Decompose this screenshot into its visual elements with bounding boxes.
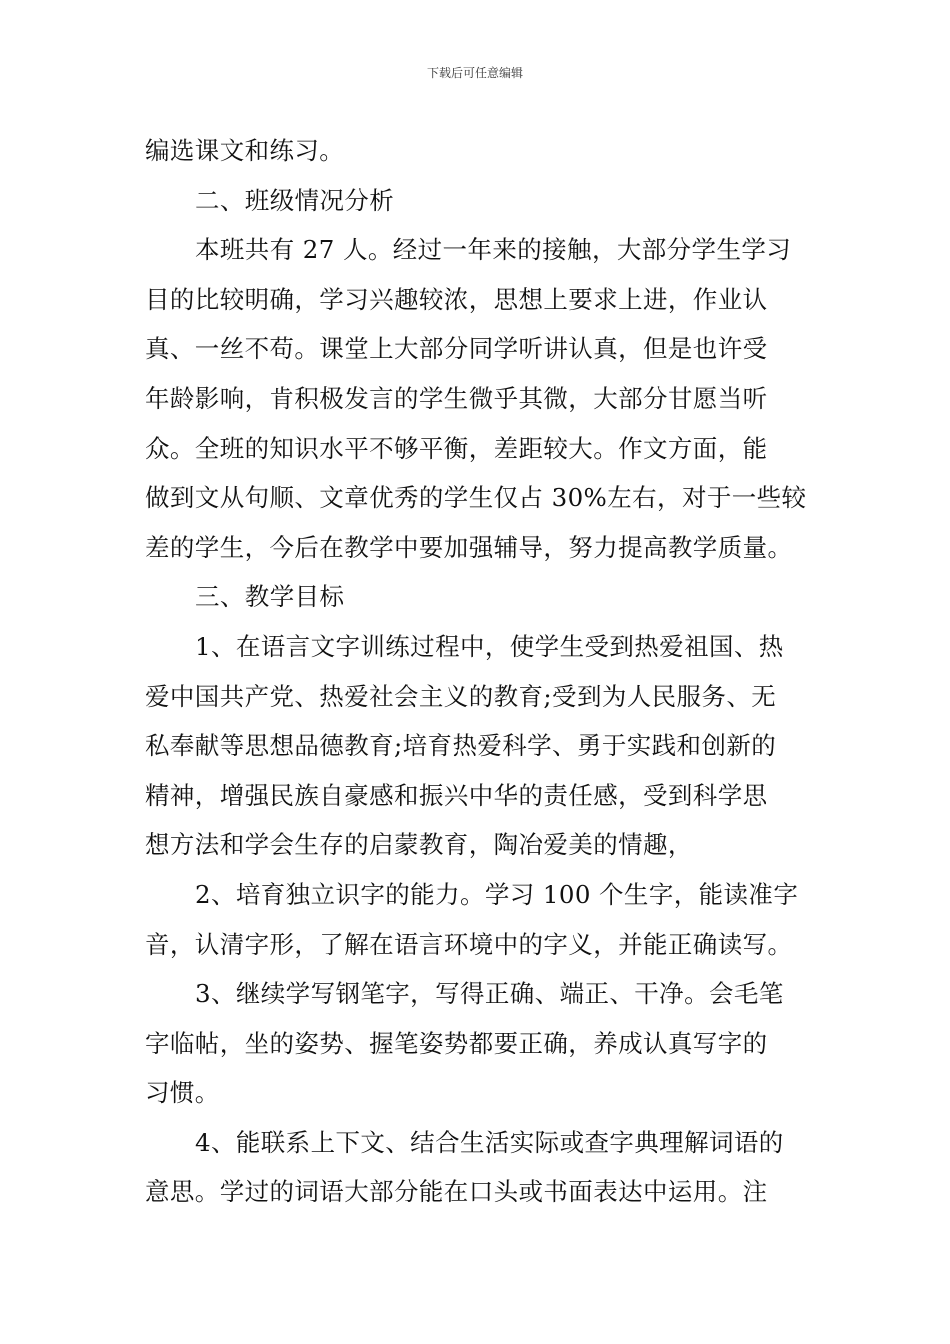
paragraph-line: 做到文从句顺、文章优秀的学生仅占 30%左右，对于一些较 <box>145 483 807 513</box>
paragraph-line: 音，认清字形，了解在语言环境中的字义，并能正确读写。 <box>145 929 793 959</box>
paragraph-line: 编选课文和练习。 <box>145 136 345 165</box>
section-heading: 二、班级情况分析 <box>195 185 395 215</box>
page-header: 下载后可任意编辑 <box>426 66 523 80</box>
paragraph-line: 差的学生，今后在教学中要加强辅导，努力提高教学质量。 <box>145 532 793 562</box>
paragraph-line: 目的比较明确，学习兴趣较浓，思想上要求上进，作业认 <box>145 284 768 314</box>
paragraph-line: 字临帖，坐的姿势、握笔姿势都要正确，养成认真写字的 <box>145 1028 768 1058</box>
paragraph-line: 私奉献等思想品德教育;培育热爱科学、勇于实践和创新的 <box>145 731 777 761</box>
paragraph-line: 3、继续学写钢笔字，写得正确、端正、干净。会毛笔 <box>195 979 784 1009</box>
section-heading: 三、教学目标 <box>195 582 345 612</box>
paragraph-line: 2、培育独立识字的能力。学习 100 个生字，能读准字 <box>195 879 799 909</box>
paragraph-line: 年龄影响，肯积极发言的学生微乎其微，大部分甘愿当听 <box>145 383 768 413</box>
paragraph-line: 意思。学过的词语大部分能在口头或书面表达中运用。注 <box>145 1177 768 1207</box>
paragraph-line: 真、一丝不苟。课堂上大部分同学听讲认真，但是也许受 <box>145 334 768 364</box>
paragraph-line: 本班共有 27 人。经过一年来的接触，大部分学生学习 <box>195 235 792 265</box>
paragraph-line: 精神，增强民族自豪感和振兴中华的责任感，受到科学思 <box>145 780 768 810</box>
paragraph-line: 4、能联系上下文、结合生活实际或查字典理解词语的 <box>195 1127 784 1157</box>
paragraph-line: 1、在语言文字训练过程中，使学生受到热爱祖国、热 <box>195 631 784 661</box>
paragraph-line: 众。全班的知识水平不够平衡，差距较大。作文方面，能 <box>145 433 768 463</box>
paragraph-line: 想方法和学会生存的启蒙教育，陶冶爱美的情趣， <box>145 830 693 860</box>
paragraph-line: 习惯。 <box>145 1078 220 1108</box>
document-body <box>145 126 805 1217</box>
paragraph-line: 爱中国共产党、热爱社会主义的教育;受到为人民服务、无 <box>145 681 777 711</box>
